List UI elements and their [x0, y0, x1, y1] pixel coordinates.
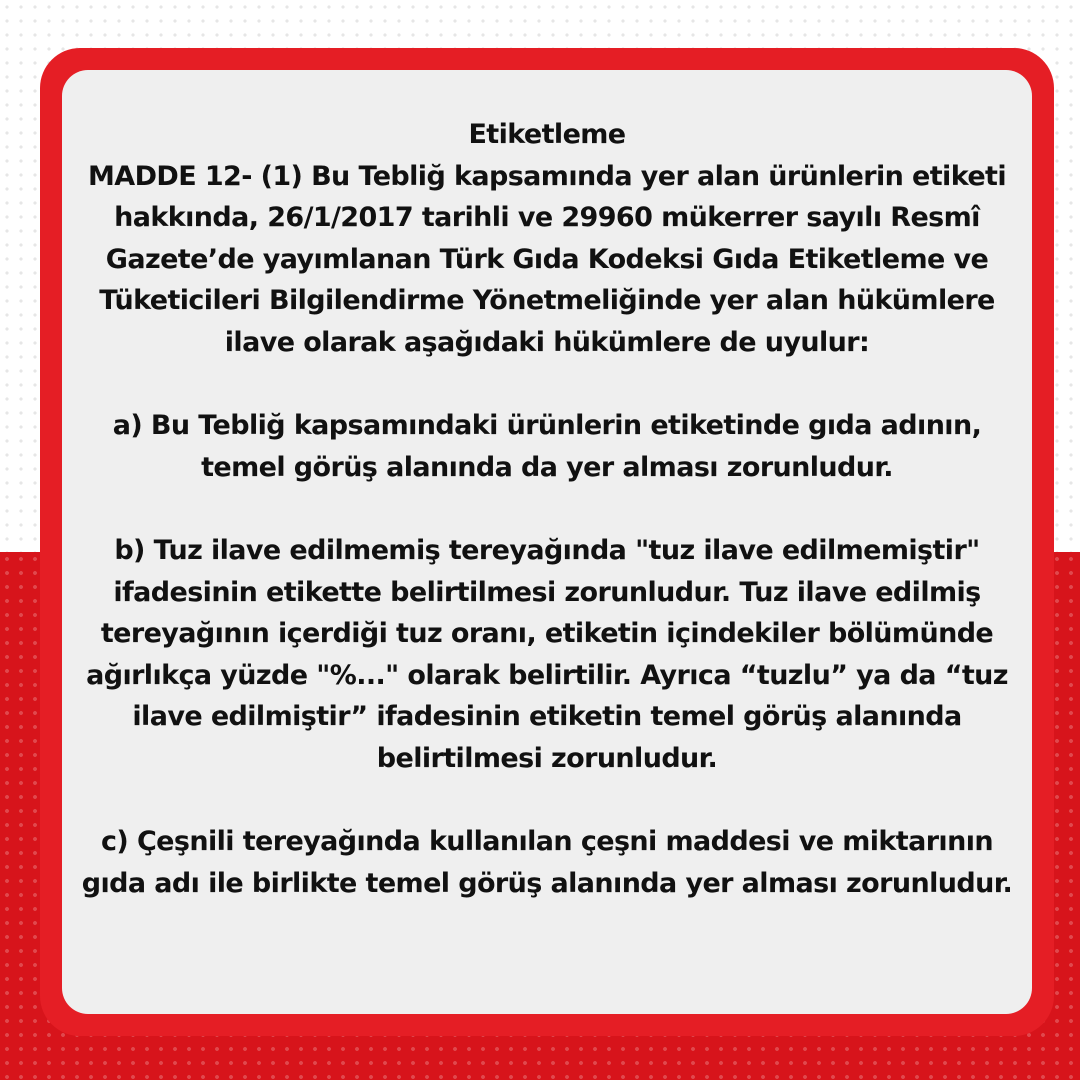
clause-a: a) Bu Tebliğ kapsamındaki ürünlerin etiketinde gıda adının, temel görüş alanında da yer alması zorunludur.: [112, 410, 982, 483]
clause-b: b) Tuz ilave edilmemiş tereyağında "tuz ilave edilmemiştir" ifadesinin etikette belirtilmesi zorunludur. Tuz ilave edilmiş tereyağının içerdiği tuz oranı, etiketin içindekiler bölümünde ağırlıkça yüzde "%..." olarak belirtilir. Ayrıca “tuzlu” ya da “tuz ilave edilmiştir” ifadesinin etiketin temel görüş alanında belirtilmesi zorunludur.: [86, 535, 1008, 774]
red-frame: [40, 48, 1054, 1036]
article-heading: Etiketleme: [468, 119, 626, 150]
text-card: [62, 70, 1032, 1014]
article-intro: MADDE 12- (1) Bu Tebliğ kapsamında yer alan ürünlerin etiketi hakkında, 26/1/2017 tarihli ve 29960 mükerrer sayılı Resmî Gazete’de yayımlanan Türk Gıda Kodeksi Gıda Etiketleme ve Tüketicileri Bilgilendirme Yönetmeliğinde yer alan hükümlere ilave olarak aşağıdaki hükümlere de uyulur:: [88, 160, 1006, 358]
clause-c: c) Çeşnili tereyağında kullanılan çeşni maddesi ve miktarının gıda adı ile birlikte temel görüş alanında yer alması zorunludur.: [81, 826, 1013, 899]
